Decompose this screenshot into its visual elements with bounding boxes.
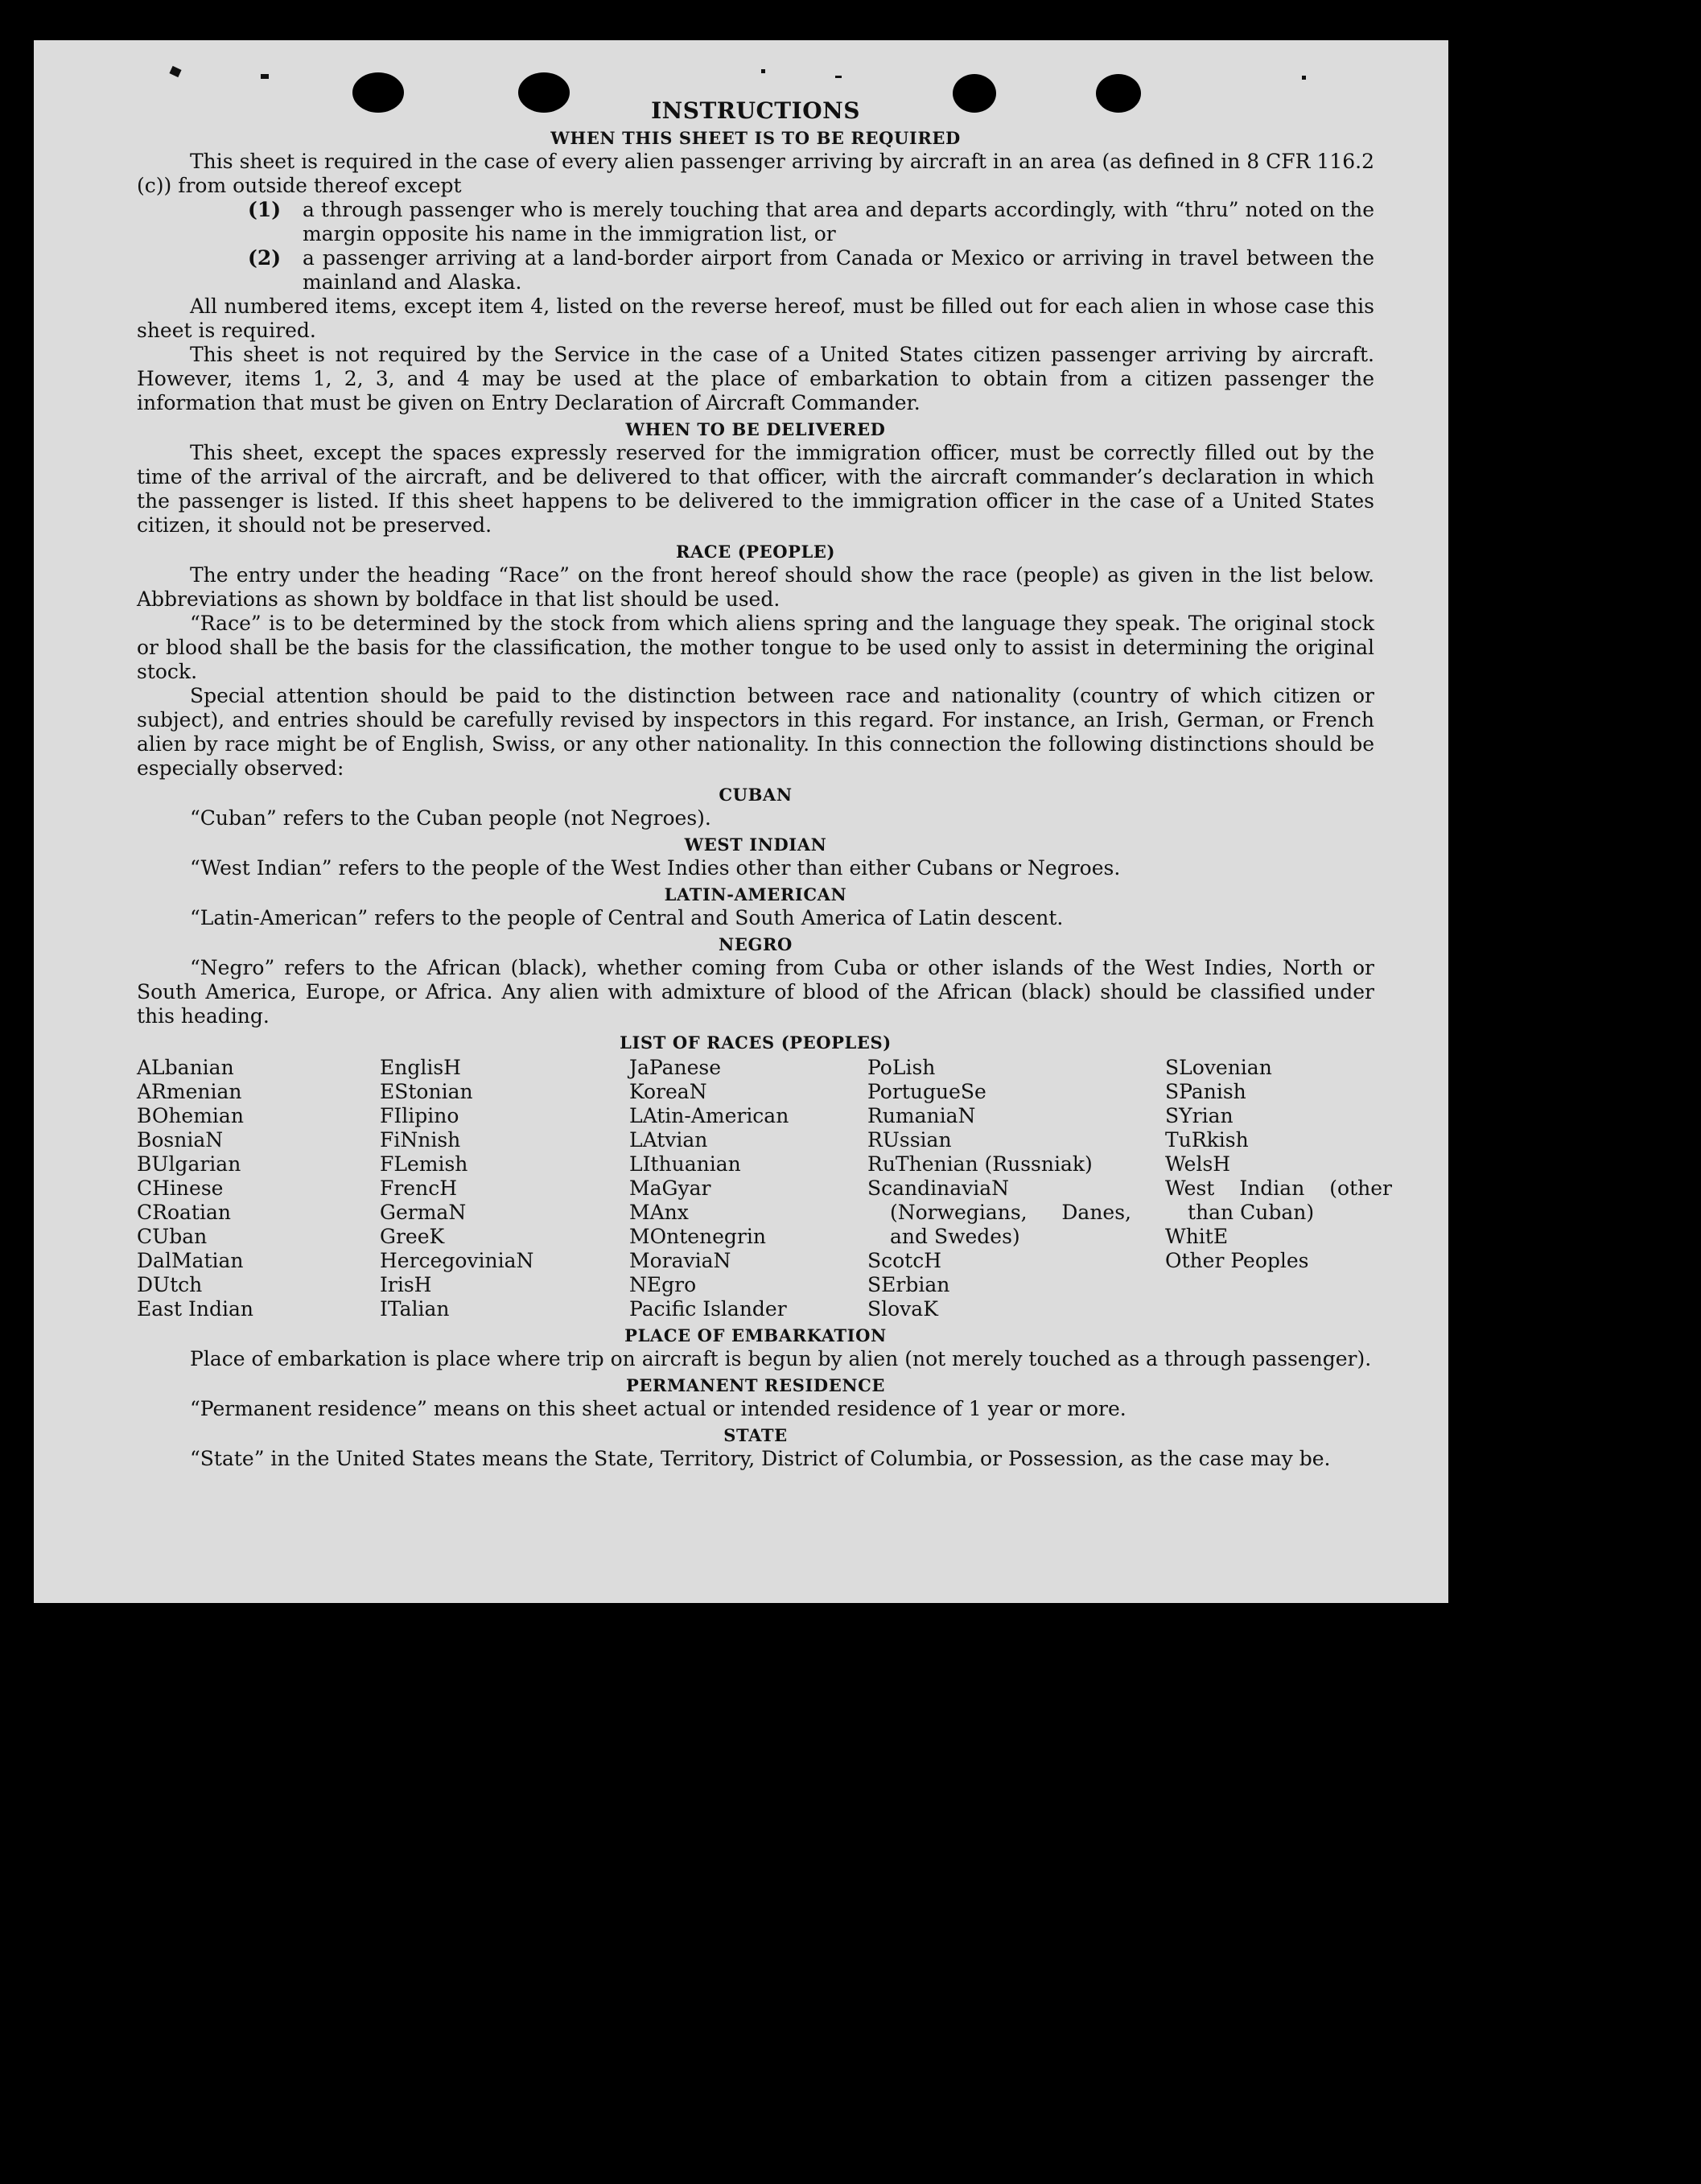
race-entry: NEgro [629, 1273, 697, 1296]
race-entry: EnglisH [380, 1056, 461, 1079]
race-entry: WelsH [1165, 1152, 1231, 1176]
race-entry: LAtvian [629, 1128, 708, 1152]
race-entry: RUssian [867, 1128, 952, 1152]
races-column-5 [1165, 1056, 1392, 1321]
heading-race: RACE (PEOPLE) [675, 542, 836, 562]
races-column-2 [380, 1056, 629, 1321]
item-text: a passenger arriving at a land-border airport from Canada or Mexico or arriving in travel between the mainland and Alaska. [303, 246, 1374, 294]
races-column-1 [137, 1056, 380, 1321]
race-entry: HercegoviniaN [380, 1249, 534, 1272]
state-text: “State” in the United States means the State, Territory, District of Columbia, or Possession, as the case may be. [190, 1447, 1331, 1470]
heading-latin-american: LATIN-AMERICAN [664, 884, 847, 905]
heading-when-required: WHEN THIS SHEET IS TO BE REQUIRED [550, 128, 961, 148]
race-entry: FrencH [380, 1176, 457, 1200]
race-entry: MoraviaN [629, 1249, 731, 1272]
race-para3: Special attention should be paid to the distinction between race and nationality (country of which citizen or subject), and entries should be carefully revised by inspectors in this regard. For instance, an Irish, German, or French alien by race might be of English, Swiss, or any other nationality. In this connection the following distinctions should be especially observed: [137, 684, 1374, 780]
race-entry: FIlipino [380, 1104, 459, 1127]
race-entry: RuThenian (Russniak) [867, 1152, 1093, 1176]
when-delivered-text: This sheet, except the spaces expressly reserved for the immigration officer, must be correctly filled out by the time of the arrival of the aircraft, and be delivered to that officer, with the aircraft commander’s declaration in which the passenger is listed. If this sheet happens to be delivered to the immigration officer in the case of a United States citizen, it should not be preserved. [137, 441, 1374, 537]
race-entry: FiNnish [380, 1128, 461, 1152]
race-entry: SErbian [867, 1273, 950, 1296]
race-entry: TuRkish [1165, 1128, 1249, 1152]
exception-item-2 [248, 246, 1374, 295]
heading-west-indian: WEST INDIAN [684, 834, 827, 855]
page-title: INSTRUCTIONS [651, 97, 860, 124]
scan-mark [761, 69, 765, 73]
race-entry: BOhemian [137, 1104, 244, 1127]
race-entry: LAtin-American [629, 1104, 789, 1127]
race-entry: PortugueSe [867, 1080, 986, 1103]
races-column-4 [867, 1056, 1165, 1321]
scan-mark [835, 76, 842, 78]
heading-negro: NEGRO [719, 934, 793, 954]
heading-list-of-races: LIST OF RACES (PEOPLES) [620, 1032, 892, 1053]
latin-american-text: “Latin-American” refers to the people of Central and South America of Latin descent. [190, 906, 1064, 929]
race-entry: IrisH [380, 1273, 432, 1296]
heading-when-delivered: WHEN TO BE DELIVERED [625, 419, 886, 439]
race-entry: DalMatian [137, 1249, 244, 1272]
race-entry: MOntenegrin [629, 1225, 766, 1248]
race-entry: GermaN [380, 1201, 467, 1224]
instructions-text [137, 97, 1392, 1471]
race-entry: MaGyar [629, 1176, 711, 1200]
race-entry: BosniaN [137, 1128, 224, 1152]
race-entry: SPanish [1165, 1080, 1246, 1103]
race-entry: ITalian [380, 1297, 450, 1321]
cuban-text: “Cuban” refers to the Cuban people (not Negroes). [190, 806, 711, 830]
race-entry: WhitE [1165, 1225, 1229, 1248]
race-entry: FLemish [380, 1152, 468, 1176]
races-column-3 [629, 1056, 867, 1321]
when-required-intro: This sheet is required in the case of every alien passenger arriving by aircraft in an area (as defined in 8 CFR 116.2 (c)) from outside thereof except [137, 150, 1374, 197]
heading-state: STATE [723, 1425, 788, 1445]
race-entry: ScotcH [867, 1249, 942, 1272]
exception-item-1 [248, 198, 1374, 246]
race-entry: ScandinaviaN (Norwegians, Danes, and Swedes) [867, 1176, 1131, 1248]
heading-cuban: CUBAN [719, 785, 793, 805]
race-entry: CUban [137, 1225, 208, 1248]
race-entry: CHinese [137, 1176, 224, 1200]
heading-permanent-residence: PERMANENT RESIDENCE [625, 1375, 886, 1395]
race-entry: West Indian (other than Cuban) [1165, 1176, 1392, 1224]
race-entry: Pacific Islander [629, 1297, 787, 1321]
race-entry: EStonian [380, 1080, 473, 1103]
race-entry: SYrian [1165, 1104, 1234, 1127]
item-number: (1) [248, 198, 282, 221]
heading-place-of-embarkation: PLACE OF EMBARKATION [624, 1325, 887, 1345]
race-entry: SLovenian [1165, 1056, 1272, 1079]
west-indian-text: “West Indian” refers to the people of the West Indies other than either Cubans or Negroes. [190, 856, 1121, 880]
negro-text: “Negro” refers to the African (black), whether coming from Cuba or other islands of the West Indies, North or South America, Europe, or Africa. Any alien with admixture of blood of the African (black) should be classified under this heading. [137, 956, 1374, 1028]
races-list [137, 1056, 1392, 1321]
race-entry: ALbanian [137, 1056, 234, 1079]
race-entry: MAnx [629, 1201, 689, 1224]
when-required-para2: All numbered items, except item 4, listed on the reverse hereof, must be filled out for each alien in whose case this sheet is required. [137, 295, 1374, 342]
race-entry: KoreaN [629, 1080, 707, 1103]
permanent-residence-text: “Permanent residence” means on this sheet actual or intended residence of 1 year or more. [190, 1397, 1126, 1420]
race-entry: LIthuanian [629, 1152, 741, 1176]
race-entry: ARmenian [137, 1080, 242, 1103]
race-entry: RumaniaN [867, 1104, 976, 1127]
scan-mark [1302, 76, 1306, 80]
place-of-embarkation-text: Place of embarkation is place where trip on aircraft is begun by alien (not merely touched as a through passenger). [190, 1347, 1372, 1370]
document-sheet [34, 40, 1448, 1603]
item-text: a through passenger who is merely touching that area and departs accordingly, with “thru” noted on the margin opposite his name in the immigration list, or [303, 198, 1374, 245]
race-entry: CRoatian [137, 1201, 231, 1224]
item-number: (2) [248, 246, 282, 270]
race-para2: “Race” is to be determined by the stock from which aliens spring and the language they speak. The original stock or blood shall be the basis for the classification, the mother tongue to be used only to assist in determining the original stock. [137, 612, 1374, 683]
race-entry: GreeK [380, 1225, 445, 1248]
race-entry: JaPanese [629, 1056, 722, 1079]
race-para1: The entry under the heading “Race” on the front hereof should show the race (people) as given in the list below. Abbreviations as shown by boldface in that list should be used. [137, 563, 1374, 611]
race-entry: DUtch [137, 1273, 203, 1296]
scan-mark [169, 66, 181, 77]
race-entry: SlovaK [867, 1297, 938, 1321]
race-entry: BUlgarian [137, 1152, 241, 1176]
scan-mark [261, 74, 269, 79]
race-entry: PoLish [867, 1056, 936, 1079]
race-entry: Other Peoples [1165, 1249, 1309, 1272]
race-entry: East Indian [137, 1297, 253, 1321]
when-required-para3: This sheet is not required by the Service in the case of a United States citizen passenger arriving by aircraft. However, items 1, 2, 3, and 4 may be used at the place of embarkation to obtain from a citizen passenger the information that must be given on Entry Declaration of Aircraft Commander. [137, 343, 1374, 414]
